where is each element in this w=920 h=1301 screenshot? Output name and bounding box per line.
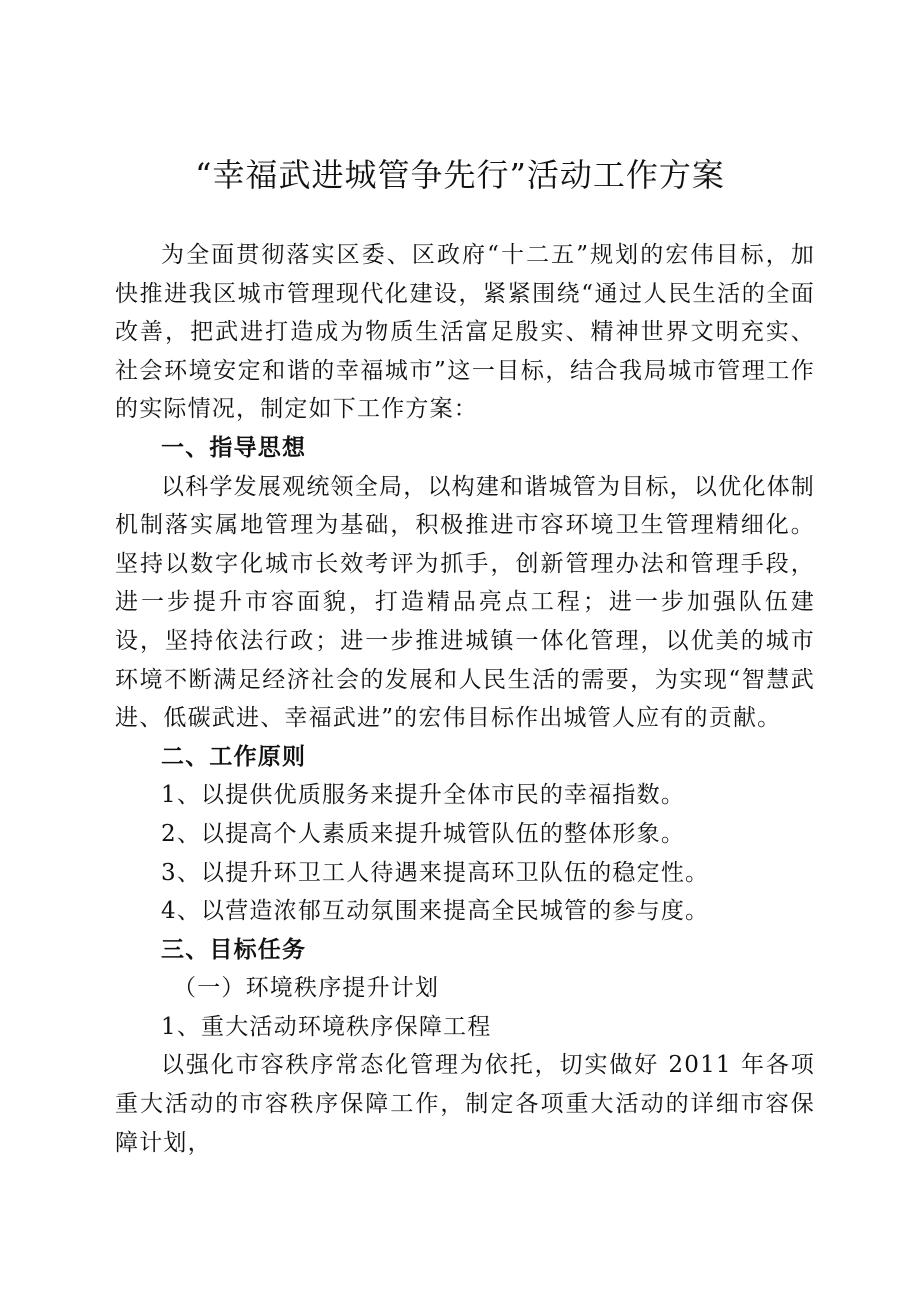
section-heading-target-tasks: 三、目标任务 <box>161 936 307 963</box>
principle-item: 3、以提升环卫工人待遇来提高环卫队伍的稳定性。 <box>161 859 710 886</box>
document-body <box>115 236 815 1162</box>
principle-item: 2、以提高个人素质来提升城管队伍的整体形象。 <box>161 820 686 847</box>
principle-item: 1、以提供优质服务来提升全体市民的幸福指数。 <box>161 782 686 809</box>
document-title: “幸福武进城管争先行”活动工作方案 <box>195 156 725 194</box>
task-paragraph: 以强化市容秩序常态化管理为依托，切实做好 2011 年各项重大活动的市容秩序保障工作，制定各项重大活动的详细市容保障计划， <box>115 1052 815 1156</box>
section-heading-guiding-ideology: 一、指导思想 <box>161 434 307 461</box>
intro-paragraph: 为全面贯彻落实区委、区政府“十二五”规划的宏伟目标，加快推进我区城市管理现代化建设，紧紧围绕“通过人民生活的全面改善，把武进打造成为物质生活富足殷实、精神世界文明充实、社会环境安定和谐的幸福城市”这一目标，结合我局城市管理工作的实际情况，制定如下工作方案： <box>115 242 815 423</box>
task-item-heading: 1、重大活动环境秩序保障工程 <box>161 1013 492 1040</box>
subsection-heading: （一）环境秩序提升计划 <box>173 975 440 1002</box>
guiding-ideology-paragraph: 以科学发展观统领全局，以构建和谐城管为目标，以优化体制机制落实属地管理为基础，积极推进市容环境卫生管理精细化。坚持以数字化城市长效考评为抓手，创新管理办法和管理手段，进一步提升市容面貌，打造精品亮点工程；进一步加强队伍建设，坚持依法行政；进一步推进城镇一体化管理，以优美的城市环境不断满足经济社会的发展和人民生活的需要，为实现“智慧武进、低碳武进、幸福武进”的宏伟目标作出城管人应有的贡献。 <box>115 473 815 732</box>
section-heading-work-principles: 二、工作原则 <box>161 743 307 770</box>
principle-item: 4、以营造浓郁互动氛围来提高全民城管的参与度。 <box>161 898 710 925</box>
